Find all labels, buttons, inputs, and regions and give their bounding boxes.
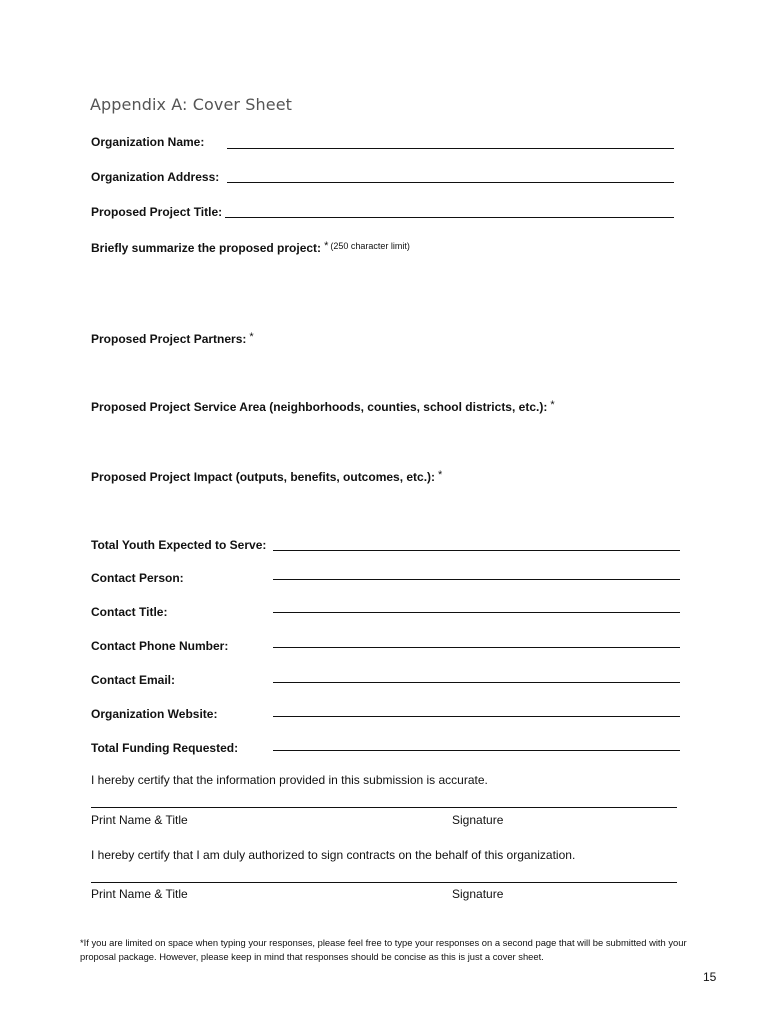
service-area-asterisk: * xyxy=(550,399,555,411)
partners-label xyxy=(91,331,254,346)
print-name-label-2: Print Name & Title xyxy=(91,887,188,901)
signature-label-2: Signature xyxy=(452,887,504,901)
summary-area[interactable] xyxy=(91,262,674,322)
partners-label-text: Proposed Project Partners: xyxy=(91,332,247,346)
contact-person-field[interactable] xyxy=(273,579,680,580)
print-name-label-1: Print Name & Title xyxy=(91,813,188,827)
total-funding-label: Total Funding Requested: xyxy=(91,741,239,755)
project-title-field[interactable] xyxy=(225,217,674,218)
project-title-label: Proposed Project Title: xyxy=(91,205,223,219)
contact-email-field[interactable] xyxy=(273,682,680,683)
footnote: *If you are limited on space when typing your responses, please feel free to type your responses on a second page that will be submitted with your proposal package. However, please keep in mind that responses should be concise as this is just a cover sheet. xyxy=(80,937,687,962)
signature-label-1: Signature xyxy=(452,813,504,827)
org-name-label: Organization Name: xyxy=(91,135,205,149)
total-funding-field[interactable] xyxy=(273,750,680,751)
summary-label xyxy=(91,240,410,255)
org-website-label: Organization Website: xyxy=(91,707,218,721)
service-area-label-text: Proposed Project Service Area (neighborhoods, counties, school districts, etc.): xyxy=(91,400,548,414)
signature-line-2[interactable] xyxy=(91,882,677,883)
impact-label xyxy=(91,469,442,484)
summary-label-text: Briefly summarize the proposed project: xyxy=(91,241,322,255)
page-number: 15 xyxy=(703,970,717,984)
contact-person-label: Contact Person: xyxy=(91,571,184,585)
contact-title-label: Contact Title: xyxy=(91,605,168,619)
partners-asterisk: * xyxy=(249,331,254,343)
org-address-field[interactable] xyxy=(227,182,674,183)
certify-statement-2: I hereby certify that I am duly authorized to sign contracts on the behalf of this organization. xyxy=(91,848,576,862)
contact-title-field[interactable] xyxy=(273,612,680,613)
contact-email-label: Contact Email: xyxy=(91,673,176,687)
summary-asterisk: * xyxy=(324,240,329,252)
impact-area[interactable] xyxy=(91,490,674,530)
service-area-area[interactable] xyxy=(91,420,674,460)
org-website-field[interactable] xyxy=(273,716,680,717)
total-youth-field[interactable] xyxy=(273,550,680,551)
signature-line-1[interactable] xyxy=(91,807,677,808)
certify-statement-1: I hereby certify that the information provided in this submission is accurate. xyxy=(91,773,488,787)
page-title: Appendix A: Cover Sheet xyxy=(90,95,293,114)
impact-asterisk: * xyxy=(438,469,443,481)
partners-area[interactable] xyxy=(91,352,674,392)
service-area-label xyxy=(91,399,555,414)
org-address-label: Organization Address: xyxy=(91,170,220,184)
contact-phone-field[interactable] xyxy=(273,647,680,648)
org-name-field[interactable] xyxy=(227,148,674,149)
impact-label-text: Proposed Project Impact (outputs, benefits, outcomes, etc.): xyxy=(91,470,436,484)
contact-phone-label: Contact Phone Number: xyxy=(91,639,229,653)
character-limit-note: (250 character limit) xyxy=(330,241,410,251)
total-youth-label: Total Youth Expected to Serve: xyxy=(91,538,267,552)
